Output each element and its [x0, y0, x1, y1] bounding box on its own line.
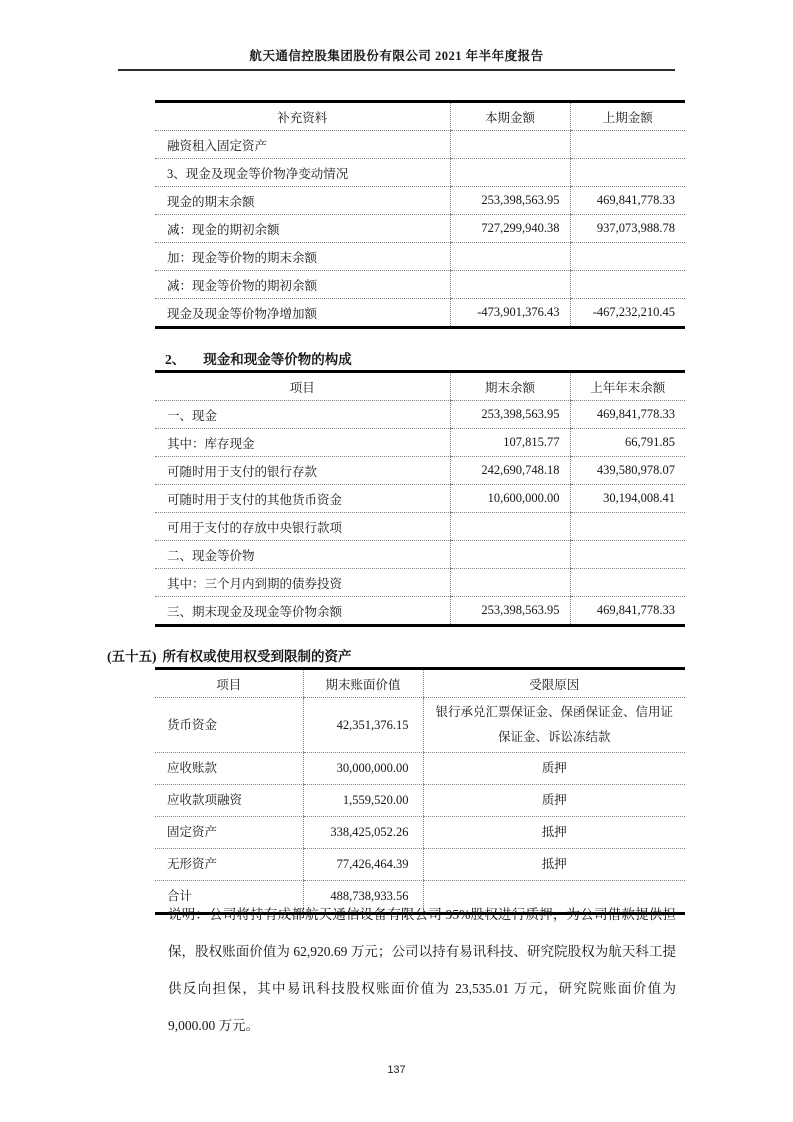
table-row [155, 457, 685, 485]
column-header: 期末账面价值 [303, 669, 423, 698]
note-paragraph: 说明：公司将持有成都航天通信设备有限公司 95%股权进行质押，为公司借款提供担保，股权账面价值为 62,920.69 万元；公司以持有易讯科技、研究院股权为航天科工提供反向担保，其中易讯科技股权账面价值为 23,535.01 万元，研究院账面价值为 9,000.00 万元。 [168, 907, 676, 1033]
table-row [155, 187, 685, 215]
table-cell: 937,073,988.78 [570, 215, 685, 243]
table-cell: 融资租入固定资产 [155, 131, 450, 159]
section-title: 现金和现金等价物的构成 [203, 352, 352, 367]
table-cell: 现金的期末余额 [155, 187, 450, 215]
table-cell: 货币资金 [155, 698, 303, 753]
table-cell: 其中：三个月内到期的债券投资 [155, 569, 450, 597]
table-row [155, 849, 685, 881]
table-cell: 无形资产 [155, 849, 303, 881]
table-cell [450, 131, 570, 159]
table-row [155, 817, 685, 849]
table-cell [570, 271, 685, 299]
table-cell: 质押 [423, 753, 685, 785]
table-cell: 30,194,008.41 [570, 485, 685, 513]
table-cell: 42,351,376.15 [303, 698, 423, 753]
table-cell [450, 541, 570, 569]
table-cell: 469,841,778.33 [570, 187, 685, 215]
table-cell: 质押 [423, 785, 685, 817]
table-cell: 10,600,000.00 [450, 485, 570, 513]
table-cell: 银行承兑汇票保证金、保函保证金、信用证保证金、诉讼冻结款 [423, 698, 685, 753]
table-cell: 253,398,563.95 [450, 401, 570, 429]
table-cell: 三、期末现金及现金等价物余额 [155, 597, 450, 626]
table-cell: 253,398,563.95 [450, 597, 570, 626]
table-row [155, 569, 685, 597]
table-row [155, 429, 685, 457]
table-row [155, 513, 685, 541]
table-row [155, 597, 685, 626]
table-row [155, 485, 685, 513]
table-row [155, 271, 685, 299]
table-cell: 二、现金等价物 [155, 541, 450, 569]
table-cell: 加：现金等价物的期末余额 [155, 243, 450, 271]
section-title: 所有权或使用权受到限制的资产 [162, 649, 352, 664]
restricted-assets-table [155, 667, 685, 915]
table-cell: 30,000,000.00 [303, 753, 423, 785]
table-cell: 可随时用于支付的银行存款 [155, 457, 450, 485]
section-heading-restricted-assets [107, 645, 352, 665]
table-row [155, 215, 685, 243]
table-cell: 抵押 [423, 817, 685, 849]
table-row [155, 698, 685, 753]
table-cell: 其中：库存现金 [155, 429, 450, 457]
table-cell [570, 131, 685, 159]
table-cell: 应收账款 [155, 753, 303, 785]
table-row [155, 541, 685, 569]
section-number: (五十五) [107, 649, 157, 664]
table-cell: 可随时用于支付的其他货币资金 [155, 485, 450, 513]
table-row [155, 131, 685, 159]
table-row [155, 159, 685, 187]
table-header-row [155, 669, 685, 698]
table-row [155, 401, 685, 429]
table-cell [450, 243, 570, 271]
table-cell: 1,559,520.00 [303, 785, 423, 817]
supplementary-info-table [155, 100, 685, 329]
table-cell: 可用于支付的存放中央银行款项 [155, 513, 450, 541]
column-header: 项目 [155, 669, 303, 698]
table-cell: 66,791.85 [570, 429, 685, 457]
column-header: 补充资料 [155, 102, 450, 131]
table-cell [570, 541, 685, 569]
section-heading-cash-composition [165, 348, 352, 368]
table-cell: 77,426,464.39 [303, 849, 423, 881]
table-cell: 469,841,778.33 [570, 401, 685, 429]
table-cell: 减：现金等价物的期初余额 [155, 271, 450, 299]
table-row [155, 299, 685, 328]
table-cell [570, 569, 685, 597]
document-title: 航天通信控股集团股份有限公司 2021 年半年度报告 [249, 49, 544, 63]
table-cell: 一、现金 [155, 401, 450, 429]
table-cell: 固定资产 [155, 817, 303, 849]
table-cell: 107,815.77 [450, 429, 570, 457]
table-cell [450, 569, 570, 597]
column-header: 上年年末余额 [570, 372, 685, 401]
table-cell: -467,232,210.45 [570, 299, 685, 328]
table-row [155, 243, 685, 271]
table-cell: 抵押 [423, 849, 685, 881]
table-cell: 3、现金及现金等价物净变动情况 [155, 159, 450, 187]
cash-equivalents-composition-table [155, 370, 685, 627]
table-header-row [155, 372, 685, 401]
table-cell: 现金及现金等价物净增加额 [155, 299, 450, 328]
table-cell [450, 159, 570, 187]
column-header: 受限原因 [423, 669, 685, 698]
table-cell [570, 243, 685, 271]
table-cell [450, 271, 570, 299]
column-header: 项目 [155, 372, 450, 401]
table-cell: 合计 [155, 881, 303, 914]
table-header-row [155, 102, 685, 131]
column-header: 本期金额 [450, 102, 570, 131]
page-number: 137 [387, 1064, 406, 1076]
table-cell: 727,299,940.38 [450, 215, 570, 243]
table-cell: 439,580,978.07 [570, 457, 685, 485]
table-cell: 减：现金的期初余额 [155, 215, 450, 243]
table-cell: -473,901,376.43 [450, 299, 570, 328]
table-cell: 469,841,778.33 [570, 597, 685, 626]
table-cell [450, 513, 570, 541]
header-rule [118, 69, 675, 71]
table-row [155, 753, 685, 785]
table-cell [570, 513, 685, 541]
table-cell: 253,398,563.95 [450, 187, 570, 215]
column-header: 上期金额 [570, 102, 685, 131]
table-cell [570, 159, 685, 187]
table-cell: 488,738,933.56 [303, 881, 423, 914]
table-row [155, 785, 685, 817]
section-number: 2、 [165, 352, 186, 367]
table-cell: 242,690,748.18 [450, 457, 570, 485]
table-cell: 应收款项融资 [155, 785, 303, 817]
column-header: 期末余额 [450, 372, 570, 401]
table-cell: 338,425,052.26 [303, 817, 423, 849]
